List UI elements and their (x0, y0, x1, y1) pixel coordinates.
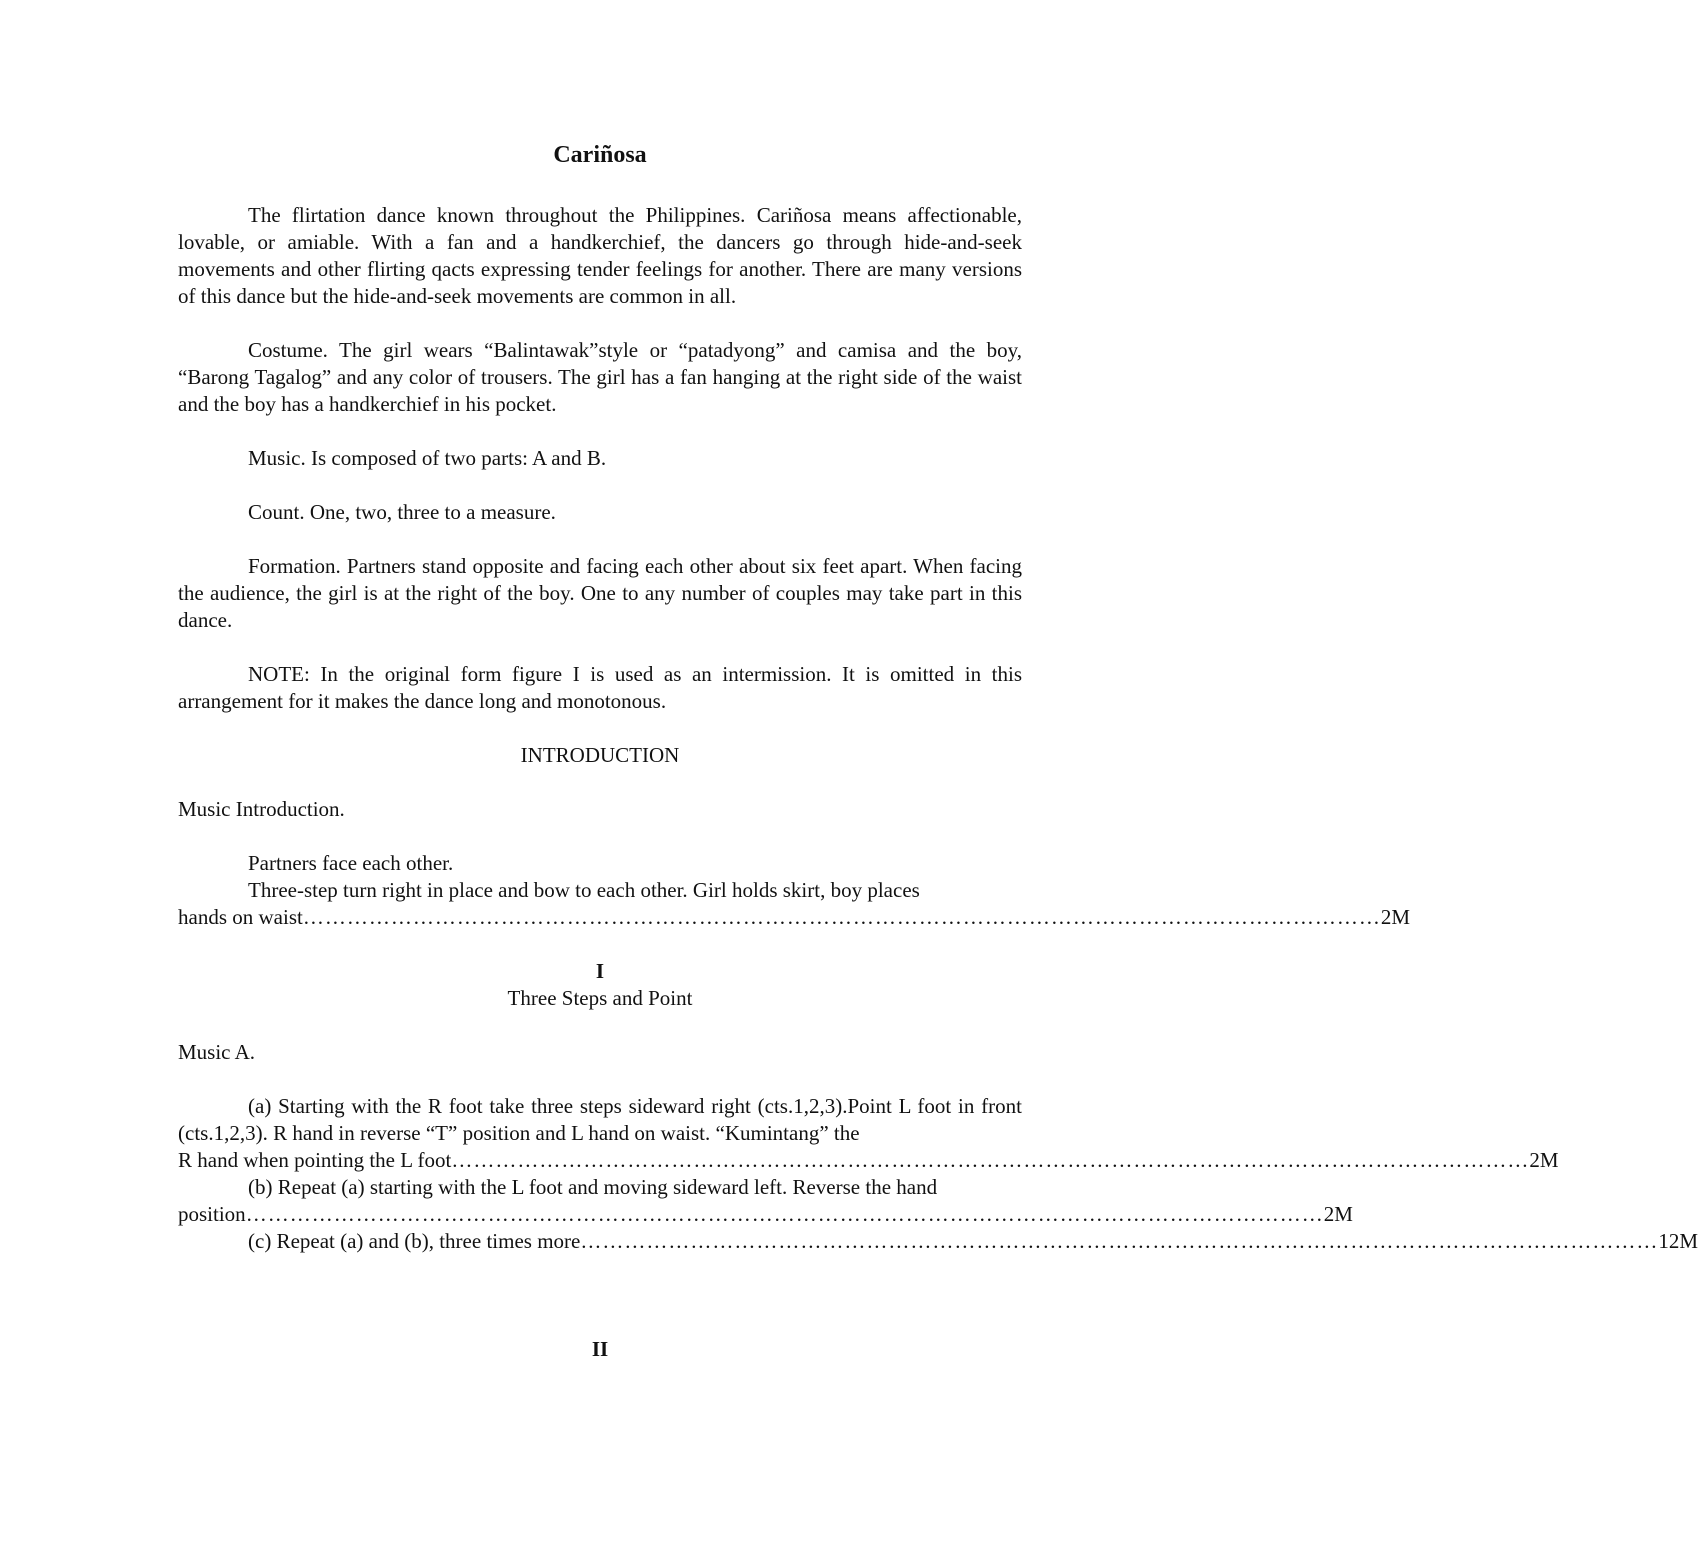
introduction-line-3-text: hands on waist (178, 905, 303, 929)
count-paragraph: Count. One, two, three to a measure. (248, 500, 556, 524)
step-a-text: (a) Starting with the R foot take three steps sideward right (cts.1,2,3).Point L foot in front (cts.1,2,3). R hand in reverse “T” position and L hand on waist. “Kumintang” the (178, 1094, 1022, 1145)
costume-paragraph: Costume. The girl wears “Balintawak”style or “patadyong” and camisa and the boy, “Barong Tagalog” and any color of trousers. The girl has a fan hanging at the right side of the waist and the boy has a handkerchief in his pocket. (178, 338, 1022, 416)
document-title: Cariñosa (553, 142, 647, 168)
leader-dots: ………………………………………………………………………………………………………………………………… (245, 1202, 1324, 1226)
leader-dots: ………………………………………………………………………………………………………………………………… (451, 1148, 1530, 1172)
step-a-count: 2M (1529, 1148, 1559, 1172)
figure-1-music: Music A. (178, 1040, 256, 1064)
music-paragraph: Music. Is composed of two parts: A and B. (248, 446, 607, 470)
introduction-line-1: Partners face each other. (248, 851, 454, 875)
intro-paragraph: The flirtation dance known throughout the Philippines. Cariñosa means affectionable, lovable, or amiable. With a fan and a handkerchief, the dancers go through hide-and-seek movements and other flirting qacts expressing tender feelings for another. There are many versions of this dance but the hide-and-seek movements are common in all. (178, 203, 1022, 308)
introduction-count: 2M (1380, 905, 1411, 929)
figure-1-numeral: I (595, 959, 605, 983)
step-c-line (178, 1228, 1698, 1255)
introduction-line-3 (178, 904, 1411, 931)
formation-paragraph: Formation. Partners stand opposite and facing each other about six feet apart. When facing the audience, the girl is at the right of the boy. One to any number of couples may take part in this dance. (178, 554, 1022, 632)
step-c-text: (c) Repeat (a) and (b), three times more (248, 1229, 581, 1253)
introduction-steps (178, 850, 1411, 931)
step-b-last-text: position (178, 1202, 246, 1226)
note-paragraph: NOTE: In the original form figure I is used as an intermission. It is omitted in this arrangement for it makes the dance long and monotonous. (178, 662, 1022, 713)
step-b-count: 2M (1323, 1202, 1353, 1226)
step-b-last-line (178, 1201, 1353, 1228)
leader-dots: ………………………………………………………………………………………………………………………………… (580, 1229, 1659, 1253)
introduction-music: Music Introduction. (178, 797, 345, 821)
step-c-count: 12M (1658, 1229, 1698, 1253)
introduction-line-2: Three-step turn right in place and bow to each other. Girl holds skirt, boy places (248, 878, 920, 902)
leader-dots: ………………………………………………………………………………………………………………………………… (302, 905, 1381, 929)
figure-1-title: Three Steps and Point (507, 986, 693, 1010)
document-page (178, 140, 1698, 1363)
introduction-heading: INTRODUCTION (520, 743, 680, 767)
figure-1-steps (178, 1093, 1698, 1255)
step-b-text: (b) Repeat (a) starting with the L foot and moving sideward left. Reverse the hand (248, 1175, 938, 1199)
figure-2-numeral: II (591, 1337, 609, 1361)
step-a-last-text: R hand when pointing the L foot (178, 1148, 452, 1172)
step-a-last-line (178, 1147, 1559, 1174)
